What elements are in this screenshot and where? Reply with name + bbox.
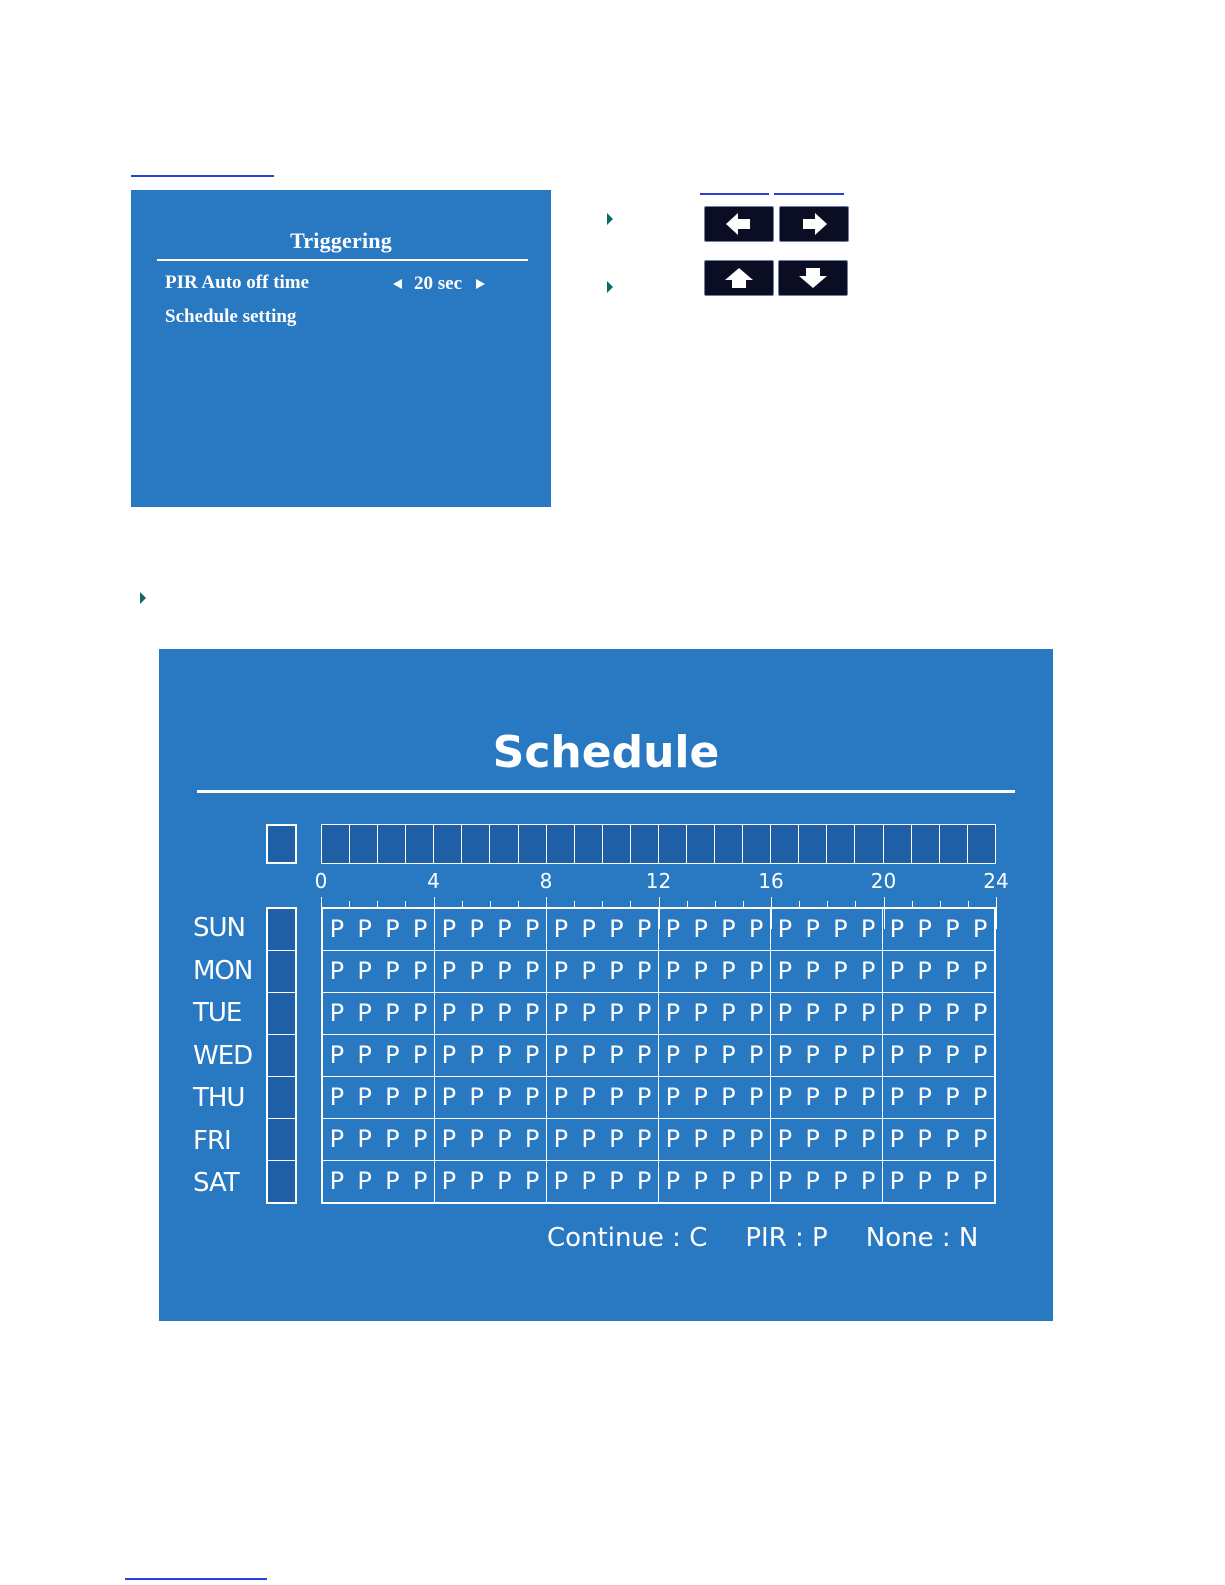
schedule-row-fri xyxy=(323,1119,994,1161)
hour-tick-label: 12 xyxy=(645,869,672,893)
schedule-cell[interactable]: P xyxy=(497,915,512,943)
schedule-cell[interactable]: P xyxy=(882,1035,911,1076)
schedule-cell[interactable]: P xyxy=(770,993,799,1034)
schedule-cell[interactable]: P xyxy=(770,1161,799,1202)
pir-auto-off-value: 20 sec xyxy=(414,273,463,294)
schedule-cell[interactable]: P xyxy=(805,1083,820,1111)
schedule-cell[interactable]: P xyxy=(860,1041,876,1069)
schedule-cell[interactable]: P xyxy=(546,1077,575,1118)
hour-tick-mark xyxy=(996,897,997,929)
schedule-cell[interactable]: P xyxy=(385,1125,400,1153)
schedule-cell[interactable]: P xyxy=(524,999,540,1027)
schedule-cell[interactable]: P xyxy=(770,909,799,950)
schedule-cell[interactable]: P xyxy=(357,1167,372,1195)
schedule-cell[interactable]: P xyxy=(917,999,932,1027)
schedule-cell[interactable]: P xyxy=(882,1077,911,1118)
schedule-cell[interactable]: P xyxy=(609,1083,624,1111)
schedule-cell[interactable]: P xyxy=(412,999,428,1027)
schedule-cell[interactable]: P xyxy=(693,957,708,985)
hour-select-box[interactable] xyxy=(350,825,378,863)
schedule-cell[interactable]: P xyxy=(524,957,540,985)
schedule-cell[interactable]: P xyxy=(945,1083,960,1111)
schedule-cell[interactable]: P xyxy=(748,915,764,943)
schedule-cell[interactable]: P xyxy=(434,1119,463,1160)
schedule-cell[interactable]: P xyxy=(385,1167,400,1195)
schedule-cell[interactable]: P xyxy=(805,915,820,943)
hour-tick-label: 20 xyxy=(870,869,897,893)
schedule-cell[interactable]: P xyxy=(917,1041,932,1069)
hour-select-box[interactable] xyxy=(771,825,799,863)
schedule-cell[interactable]: P xyxy=(434,951,463,992)
day-select-box-tue[interactable] xyxy=(268,993,295,1035)
select-all-box[interactable] xyxy=(266,824,297,864)
title-divider xyxy=(197,790,1015,793)
schedule-cell[interactable]: P xyxy=(748,999,764,1027)
hour-select-box[interactable] xyxy=(855,825,883,863)
hour-select-box[interactable] xyxy=(884,825,912,863)
title-divider xyxy=(157,259,528,261)
schedule-cell[interactable]: P xyxy=(748,1125,764,1153)
increase-arrow-icon[interactable] xyxy=(476,279,485,289)
link-underline xyxy=(700,193,769,195)
schedule-cell[interactable]: P xyxy=(658,993,687,1034)
schedule-cell[interactable]: P xyxy=(357,1041,372,1069)
schedule-cell[interactable]: P xyxy=(658,909,687,950)
hour-select-box[interactable] xyxy=(687,825,715,863)
schedule-cell[interactable]: P xyxy=(636,999,652,1027)
schedule-cell[interactable]: P xyxy=(434,993,463,1034)
schedule-cell[interactable]: P xyxy=(546,993,575,1034)
day-row-selectors xyxy=(266,907,297,1204)
schedule-row-tue xyxy=(323,993,994,1035)
schedule-cell[interactable]: P xyxy=(546,1161,575,1202)
up-key xyxy=(704,260,774,296)
hour-select-box[interactable] xyxy=(547,825,575,863)
day-label-sun: SUN xyxy=(193,913,245,943)
schedule-cell[interactable]: P xyxy=(357,1125,372,1153)
hour-axis xyxy=(314,869,1009,909)
schedule-cell[interactable]: P xyxy=(833,1167,848,1195)
hour-select-box[interactable] xyxy=(968,825,995,863)
schedule-cell[interactable]: P xyxy=(469,1041,484,1069)
schedule-cell[interactable]: P xyxy=(412,1041,428,1069)
bullet-icon xyxy=(607,281,613,293)
schedule-cell[interactable]: P xyxy=(636,915,652,943)
schedule-cell[interactable]: P xyxy=(860,957,876,985)
schedule-cell[interactable]: P xyxy=(945,1041,960,1069)
day-select-box-sun[interactable] xyxy=(268,909,295,951)
schedule-cell[interactable]: P xyxy=(972,1167,988,1195)
day-label-tue: TUE xyxy=(193,998,242,1028)
decrease-arrow-icon[interactable] xyxy=(393,279,402,289)
schedule-cell[interactable]: P xyxy=(434,909,463,950)
schedule-cell[interactable]: P xyxy=(412,1083,428,1111)
schedule-cell[interactable]: P xyxy=(721,1125,736,1153)
arrow-right-icon xyxy=(801,213,827,235)
hour-select-box[interactable] xyxy=(827,825,855,863)
schedule-cell[interactable]: P xyxy=(945,957,960,985)
schedule-cell[interactable]: P xyxy=(524,1167,540,1195)
schedule-cell[interactable]: P xyxy=(770,1035,799,1076)
schedule-cell[interactable]: P xyxy=(581,1083,596,1111)
schedule-cell[interactable]: P xyxy=(833,1125,848,1153)
arrow-up-icon xyxy=(724,267,754,289)
hour-tick-label: 4 xyxy=(427,869,440,893)
day-label-thu: THU xyxy=(193,1083,245,1113)
schedule-row-sun xyxy=(323,909,994,951)
schedule-cell[interactable]: P xyxy=(546,1035,575,1076)
schedule-cell[interactable]: P xyxy=(636,1167,652,1195)
schedule-cell[interactable]: P xyxy=(805,1167,820,1195)
schedule-cell[interactable]: P xyxy=(412,1167,428,1195)
schedule-cell[interactable]: P xyxy=(469,915,484,943)
schedule-cell[interactable]: P xyxy=(972,915,988,943)
hour-select-box[interactable] xyxy=(799,825,827,863)
schedule-cell[interactable]: P xyxy=(882,951,911,992)
schedule-cell[interactable]: P xyxy=(385,1083,400,1111)
schedule-cell[interactable]: P xyxy=(329,1041,345,1069)
schedule-cell[interactable]: P xyxy=(748,1041,764,1069)
schedule-cell[interactable]: P xyxy=(658,1077,687,1118)
schedule-cell[interactable]: P xyxy=(524,915,540,943)
schedule-cell[interactable]: P xyxy=(693,1083,708,1111)
schedule-cell[interactable]: P xyxy=(524,1083,540,1111)
schedule-cell[interactable]: P xyxy=(721,957,736,985)
schedule-cell[interactable]: P xyxy=(581,1167,596,1195)
schedule-cell[interactable]: P xyxy=(693,1125,708,1153)
schedule-cell[interactable]: P xyxy=(972,957,988,985)
hour-select-box[interactable] xyxy=(434,825,462,863)
schedule-cell[interactable]: P xyxy=(412,1125,428,1153)
arrow-down-icon xyxy=(798,267,828,289)
schedule-cell[interactable]: P xyxy=(329,999,345,1027)
schedule-cell[interactable]: P xyxy=(805,1041,820,1069)
schedule-cell[interactable]: P xyxy=(945,1167,960,1195)
day-label-sat: SAT xyxy=(193,1168,239,1198)
schedule-setting-item[interactable]: Schedule setting xyxy=(165,306,297,327)
hour-select-box[interactable] xyxy=(912,825,940,863)
schedule-cell[interactable]: P xyxy=(412,915,428,943)
schedule-cell[interactable]: P xyxy=(581,1125,596,1153)
hour-select-box[interactable] xyxy=(322,825,350,863)
schedule-cell[interactable]: P xyxy=(721,1167,736,1195)
schedule-cell[interactable]: P xyxy=(385,1041,400,1069)
left-key xyxy=(704,206,774,242)
schedule-cell[interactable]: P xyxy=(434,1077,463,1118)
schedule-cell[interactable]: P xyxy=(434,1035,463,1076)
day-select-box-thu[interactable] xyxy=(268,1077,295,1119)
hour-select-box[interactable] xyxy=(490,825,518,863)
schedule-cell[interactable]: P xyxy=(748,957,764,985)
schedule-cell[interactable]: P xyxy=(469,1083,484,1111)
schedule-cell[interactable]: P xyxy=(833,999,848,1027)
schedule-cell[interactable]: P xyxy=(434,1161,463,1202)
schedule-cell[interactable]: P xyxy=(860,1083,876,1111)
schedule-cell[interactable]: P xyxy=(945,999,960,1027)
schedule-row-mon xyxy=(323,951,994,993)
schedule-cell[interactable]: P xyxy=(609,1041,624,1069)
day-label-wed: WED xyxy=(193,1040,253,1071)
schedule-cell[interactable]: P xyxy=(636,1125,652,1153)
triggering-title: Triggering xyxy=(290,228,392,253)
schedule-cell[interactable]: P xyxy=(497,1167,512,1195)
pir-auto-off-label[interactable]: PIR Auto off time xyxy=(165,272,310,293)
schedule-panel xyxy=(159,649,1053,1321)
schedule-cell[interactable]: P xyxy=(860,915,876,943)
hour-select-box[interactable] xyxy=(575,825,603,863)
schedule-cell[interactable]: P xyxy=(833,957,848,985)
schedule-cell[interactable]: P xyxy=(805,999,820,1027)
right-key xyxy=(779,206,849,242)
hour-tick-label: 16 xyxy=(758,869,784,893)
hour-select-box[interactable] xyxy=(659,825,687,863)
schedule-cell[interactable]: P xyxy=(972,1041,988,1069)
schedule-cell[interactable]: P xyxy=(524,1041,540,1069)
schedule-cell[interactable]: P xyxy=(329,1167,345,1195)
schedule-cell[interactable]: P xyxy=(357,915,372,943)
schedule-row-sat xyxy=(323,1161,994,1202)
schedule-cell[interactable]: P xyxy=(972,1083,988,1111)
schedule-cell[interactable]: P xyxy=(882,1119,911,1160)
schedule-cell[interactable]: P xyxy=(524,1125,540,1153)
bullet-icon xyxy=(140,592,146,604)
hour-tick-label: 8 xyxy=(539,869,553,893)
schedule-cell[interactable]: P xyxy=(721,915,736,943)
schedule-cell[interactable]: P xyxy=(329,915,345,943)
schedule-cell[interactable]: P xyxy=(385,915,400,943)
footer-link-underline[interactable] xyxy=(125,1578,267,1580)
hour-select-box[interactable] xyxy=(406,825,434,863)
schedule-cell[interactable]: P xyxy=(805,957,820,985)
schedule-cell[interactable]: P xyxy=(882,993,911,1034)
schedule-cell[interactable]: P xyxy=(693,999,708,1027)
schedule-cell[interactable]: P xyxy=(770,1077,799,1118)
schedule-cell[interactable]: P xyxy=(357,957,372,985)
schedule-cell[interactable]: P xyxy=(469,957,484,985)
schedule-cell[interactable]: P xyxy=(693,1041,708,1069)
link-underline xyxy=(774,193,844,195)
schedule-row-wed xyxy=(323,1035,994,1077)
schedule-cell[interactable]: P xyxy=(385,957,400,985)
schedule-cell[interactable]: P xyxy=(833,1083,848,1111)
hour-tick-label: 24 xyxy=(983,869,1009,893)
schedule-cell[interactable]: P xyxy=(609,999,624,1027)
schedule-cell[interactable]: P xyxy=(636,1041,652,1069)
schedule-cell[interactable]: P xyxy=(329,1125,345,1153)
day-select-box-mon[interactable] xyxy=(268,951,295,993)
legend-item: PIR : P xyxy=(745,1223,828,1253)
schedule-cell[interactable]: P xyxy=(805,1125,820,1153)
hour-select-box[interactable] xyxy=(519,825,547,863)
day-select-box-fri[interactable] xyxy=(268,1119,295,1161)
schedule-cell[interactable]: P xyxy=(721,999,736,1027)
schedule-cell[interactable]: P xyxy=(581,1041,596,1069)
schedule-cell[interactable]: P xyxy=(609,1125,624,1153)
day-select-box-sat[interactable] xyxy=(268,1161,295,1202)
schedule-cell[interactable]: P xyxy=(917,1125,932,1153)
hour-select-box[interactable] xyxy=(743,825,771,863)
schedule-cell[interactable]: P xyxy=(972,1125,988,1153)
down-key xyxy=(778,260,848,296)
schedule-cell[interactable]: P xyxy=(658,1119,687,1160)
schedule-cell[interactable]: P xyxy=(917,957,932,985)
schedule-cell[interactable]: P xyxy=(469,1125,484,1153)
schedule-cell[interactable]: P xyxy=(581,999,596,1027)
hour-tick-label: 0 xyxy=(314,869,328,893)
schedule-cell[interactable]: P xyxy=(609,915,624,943)
schedule-title: Schedule xyxy=(492,727,720,778)
hour-column-selectors xyxy=(321,824,996,864)
hour-select-box[interactable] xyxy=(940,825,968,863)
bullet-icon xyxy=(607,213,613,225)
schedule-cell[interactable]: P xyxy=(658,1161,687,1202)
schedule-cell[interactable]: P xyxy=(385,999,400,1027)
schedule-cell[interactable]: P xyxy=(833,1041,848,1069)
hour-select-box[interactable] xyxy=(378,825,406,863)
legend-item: None : N xyxy=(865,1223,979,1253)
schedule-cell[interactable]: P xyxy=(693,915,708,943)
schedule-cell[interactable]: P xyxy=(636,1083,652,1111)
schedule-cell[interactable]: P xyxy=(972,999,988,1027)
schedule-grid xyxy=(321,907,996,1204)
hour-select-box[interactable] xyxy=(462,825,490,863)
schedule-cell[interactable]: P xyxy=(636,957,652,985)
schedule-cell[interactable]: P xyxy=(770,951,799,992)
schedule-cell[interactable]: P xyxy=(609,957,624,985)
schedule-cell[interactable]: P xyxy=(329,957,345,985)
section-link-underline[interactable] xyxy=(131,175,274,177)
schedule-cell[interactable]: P xyxy=(721,1083,736,1111)
schedule-cell[interactable]: P xyxy=(546,951,575,992)
schedule-cell[interactable]: P xyxy=(833,915,848,943)
day-select-box-wed[interactable] xyxy=(268,1035,295,1077)
arrow-left-icon xyxy=(726,213,752,235)
schedule-cell[interactable]: P xyxy=(945,1125,960,1153)
schedule-cell[interactable]: P xyxy=(357,999,372,1027)
schedule-cell[interactable]: P xyxy=(609,1167,624,1195)
schedule-cell[interactable]: P xyxy=(497,999,512,1027)
schedule-cell[interactable]: P xyxy=(497,1083,512,1111)
triggering-menu-panel xyxy=(131,190,551,507)
schedule-cell[interactable]: P xyxy=(882,909,911,950)
schedule-cell[interactable]: P xyxy=(860,1167,876,1195)
schedule-cell[interactable]: P xyxy=(882,1161,911,1202)
schedule-cell[interactable]: P xyxy=(917,915,932,943)
schedule-cell[interactable]: P xyxy=(748,1167,764,1195)
day-labels xyxy=(193,907,252,1205)
schedule-row-thu xyxy=(323,1077,994,1119)
mode-legend xyxy=(547,1223,978,1253)
schedule-cell[interactable]: P xyxy=(693,1167,708,1195)
hour-select-box[interactable] xyxy=(631,825,659,863)
schedule-cell[interactable]: P xyxy=(469,1167,484,1195)
schedule-cell[interactable]: P xyxy=(497,1041,512,1069)
schedule-cell[interactable]: P xyxy=(497,1125,512,1153)
schedule-cell[interactable]: P xyxy=(917,1083,932,1111)
hour-select-box[interactable] xyxy=(715,825,743,863)
schedule-cell[interactable]: P xyxy=(546,909,575,950)
schedule-cell[interactable]: P xyxy=(658,951,687,992)
schedule-cell[interactable]: P xyxy=(658,1035,687,1076)
hour-select-box[interactable] xyxy=(603,825,631,863)
schedule-cell[interactable]: P xyxy=(721,1041,736,1069)
schedule-cell[interactable]: P xyxy=(329,1083,345,1111)
schedule-cell[interactable]: P xyxy=(412,957,428,985)
schedule-cell[interactable]: P xyxy=(581,915,596,943)
schedule-cell[interactable]: P xyxy=(748,1083,764,1111)
legend-item: Continue : C xyxy=(547,1223,708,1253)
schedule-cell[interactable]: P xyxy=(497,957,512,985)
schedule-cell[interactable]: P xyxy=(860,999,876,1027)
day-label-fri: FRI xyxy=(193,1125,231,1156)
schedule-cell[interactable]: P xyxy=(469,999,484,1027)
schedule-cell[interactable]: P xyxy=(917,1167,932,1195)
schedule-cell[interactable]: P xyxy=(770,1119,799,1160)
schedule-cell[interactable]: P xyxy=(945,915,960,943)
schedule-cell[interactable]: P xyxy=(581,957,596,985)
schedule-cell[interactable]: P xyxy=(860,1125,876,1153)
schedule-cell[interactable]: P xyxy=(357,1083,372,1111)
schedule-cell[interactable]: P xyxy=(546,1119,575,1160)
pir-auto-off-selector[interactable] xyxy=(393,273,485,295)
day-label-mon: MON xyxy=(193,955,253,986)
